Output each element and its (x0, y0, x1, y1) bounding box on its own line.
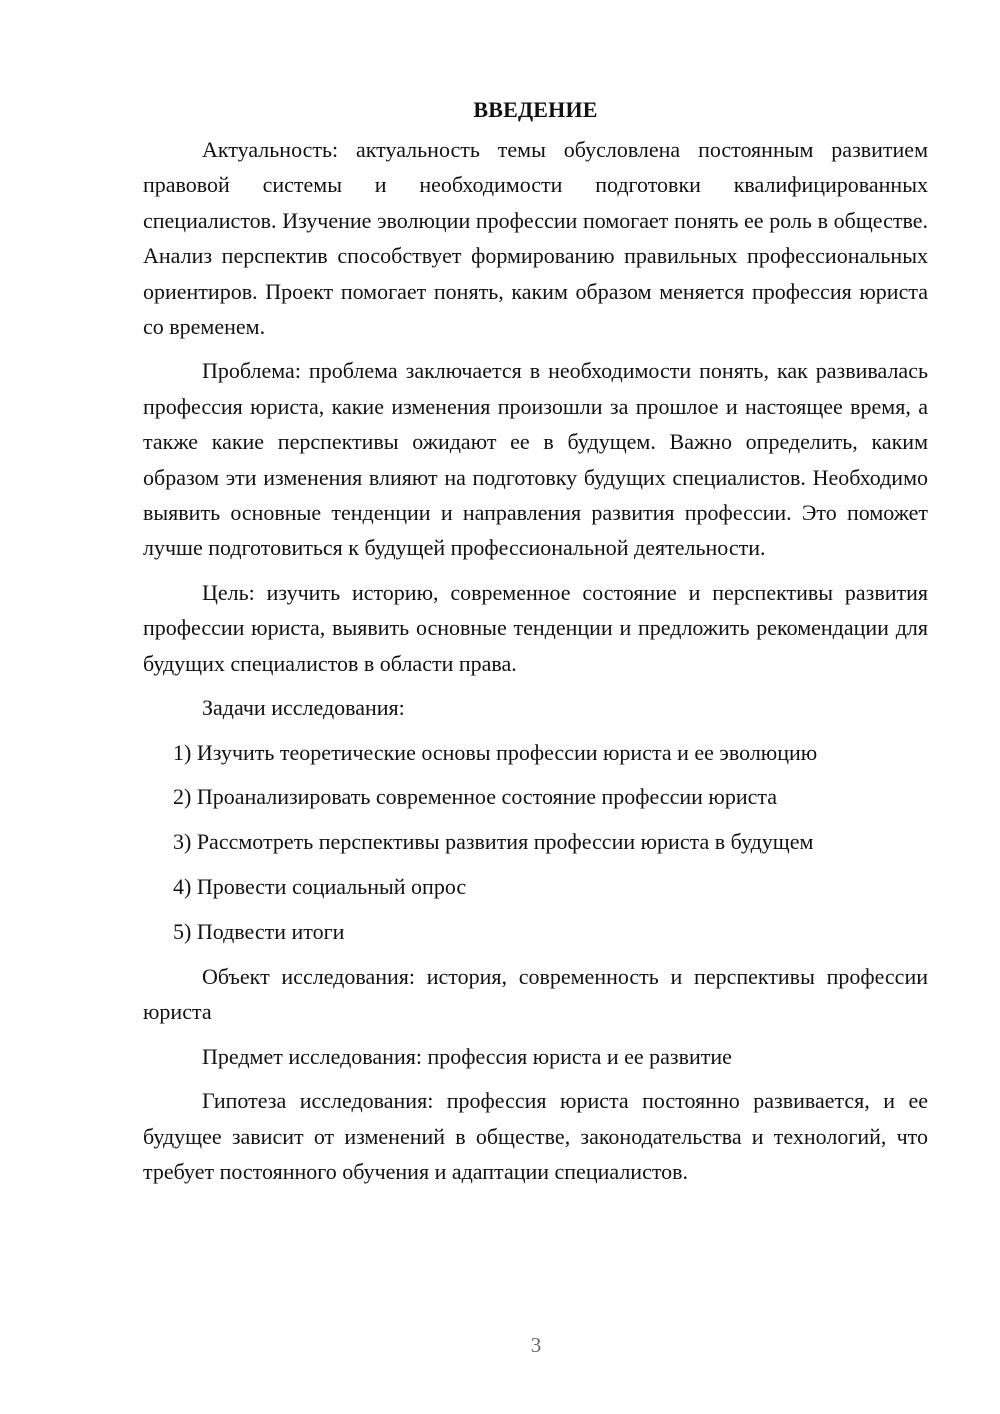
section-title: ВВЕДЕНИЕ (473, 97, 598, 122)
page-content (143, 92, 928, 1198)
paragraph-object: Объект исследования: история, современность и перспективы профессии юриста (143, 964, 928, 1025)
paragraph-hypothesis: Гипотеза исследования: профессия юриста постоянно развивается, и ее будущее зависит от изменений в обществе, законодательства и технологий, что требует постоянного обучения и адаптации специалистов. (143, 1088, 928, 1185)
paragraph-goal: Цель: изучить историю, современное состояние и перспективы развития профессии юриста, выявить основные тенденции и предложить рекомендации для будущих специалистов в области права. (143, 579, 928, 676)
paragraph-relevance: Актуальность: актуальность темы обусловлена постоянным развитием правовой системы и необходимости подготовки квалифицированных специалистов. Изучение эволюции профессии помогает понять ее роль в обществе. Анализ перспектив способствует формированию правильных профессиональных ориентиров. Проект помогает понять, каким образом меняется профессия юриста со временем. (143, 137, 928, 340)
task-item: 4) Провести социальный опрос (173, 874, 467, 900)
paragraph-subject: Предмет исследования: профессия юриста и ее развитие (202, 1043, 732, 1069)
paragraph-problem: Проблема: проблема заключается в необходимости понять, как развивалась профессия юриста, какие изменения произошли за прошлое и настоящее время, а также какие перспективы ожидают ее в будущем. Важно определить, каким образом эти изменения влияют на подготовку будущих специалистов. Необходимо выявить основные тенденции и направления развития профессии. Это поможет лучше подготовиться к будущей профессиональной деятельности. (143, 358, 928, 561)
task-item: 2) Проанализировать современное состояние профессии юриста (173, 784, 778, 810)
tasks-list (143, 735, 928, 950)
task-item: 1) Изучить теоретические основы профессии юриста и ее эволюцию (173, 739, 818, 765)
task-item: 5) Подвести итоги (173, 919, 345, 945)
paragraph-tasks-heading: Задачи исследования: (202, 695, 405, 721)
page-number: 3 (530, 1333, 542, 1357)
task-item: 3) Рассмотреть перспективы развития профессии юриста в будущем (173, 829, 814, 855)
